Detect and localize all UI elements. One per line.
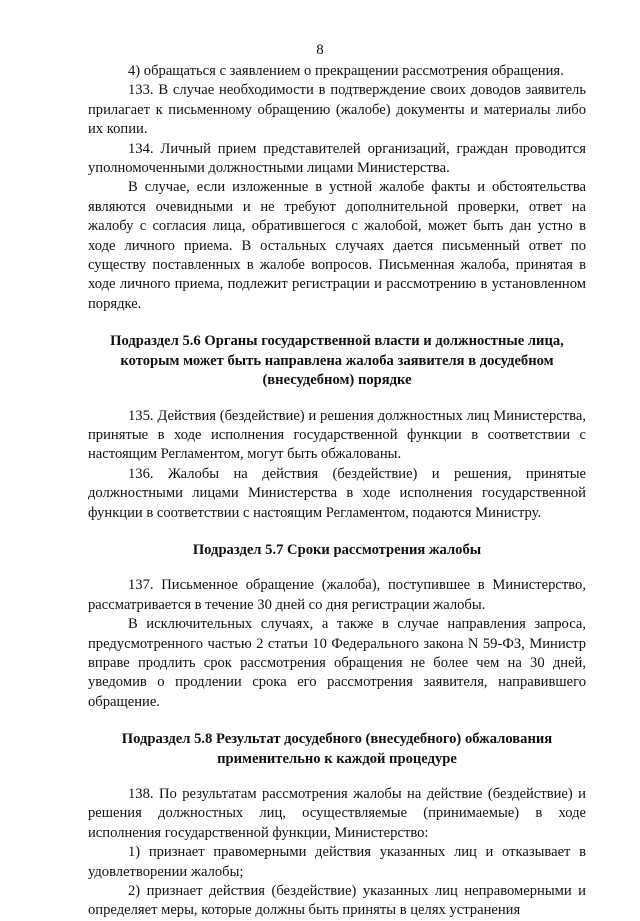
section-5-6-heading: Подраздел 5.6 Органы государственной власти и должностные лица, которым может быть направлена жалоба заявителя в досудебном (внесудебном) порядке	[110, 333, 564, 389]
page-number: 8	[316, 42, 324, 58]
paragraph-extension: В исключительных случаях, а также в случае направления запроса, предусмотренного частью 2 статьи 10 Федерального закона N 59-ФЗ, Министр вправе продлить срок рассмотрения обращения не более чем на 30 дней, уведомив о продлении срока его рассмотрения заявителя, направившего обращение.	[88, 616, 586, 710]
section-5-7-heading: Подраздел 5.7 Сроки рассмотрения жалобы	[192, 541, 482, 558]
paragraph-137: 137. Письменное обращение (жалоба), поступившее в Министерство, рассматривается в течение 30 дней со дня регистрации жалобы.	[88, 577, 586, 613]
paragraph-134: 134. Личный прием представителей организаций, граждан проводится уполномоченными должностными лицами Министерства.	[88, 140, 586, 177]
paragraph-133: 133. В случае необходимости в подтверждение своих доводов заявитель прилагает к письменному обращению (жалобе) документы и материалы либо их копии.	[88, 82, 586, 138]
paragraph-item-2: 2) признает действия (бездействие) указанных лиц неправомерными и определяет меры, которые должны быть приняты в целях устранения	[88, 883, 586, 919]
paragraph-item-4: 4) обращаться с заявлением о прекращении рассмотрения обращения.	[128, 63, 564, 79]
paragraph-136: 136. Жалобы на действия (бездействие) и решения, принятые должностными лицами Министерства в ходе исполнения государственной функции в соответствии с настоящим Регламентом, подаются Министру.	[88, 465, 586, 521]
document-body	[88, 62, 586, 921]
paragraph-oral-complaint: В случае, если изложенные в устной жалобе факты и обстоятельства являются очевидными и не требуют дополнительной проверки, ответ на жалобу с согласия лица, обратившегося с жалобой, может быть дан устно в ходе личного приема. В остальных случаях дается письменный ответ по существу поставленных в жалобе вопросов. Письменная жалоба, принятая в ходе личного приема, подлежит регистрации и рассмотрению в установленном порядке.	[88, 179, 586, 312]
paragraph-138: 138. По результатам рассмотрения жалобы на действие (бездействие) и решения должностных лиц, осуществляемые (принимаемые) в ходе исполнения государственной функции, Министерство:	[88, 786, 586, 841]
paragraph-item-1: 1) признает правомерными действия указанных лиц и отказывает в удовлетворении жалобы;	[88, 844, 586, 880]
section-5-8-heading: Подраздел 5.8 Результат досудебного (внесудебного) обжалования применительно к каждой процедуре	[121, 731, 553, 767]
paragraph-135: 135. Действия (бездействие) и решения должностных лиц Министерства, принятые в ходе исполнения государственной функции в соответствии с настоящим Регламентом, могут быть обжалованы.	[88, 407, 586, 463]
